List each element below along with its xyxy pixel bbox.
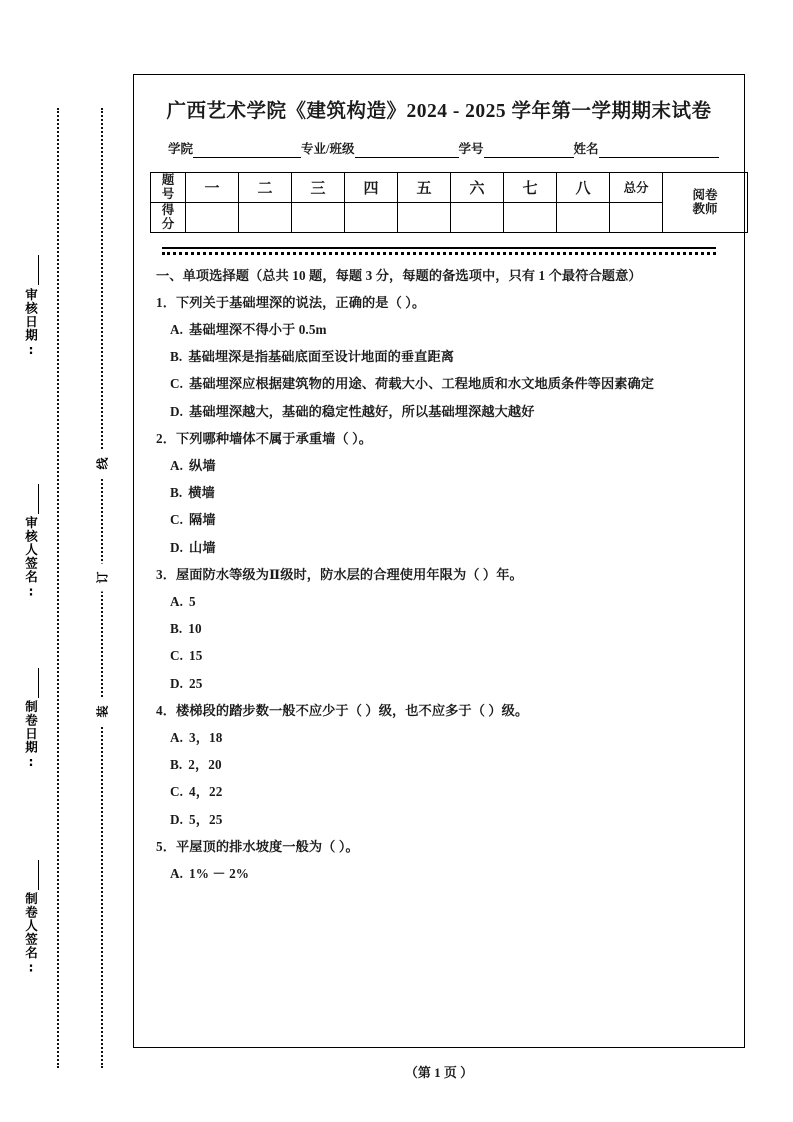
option-text: 1% － 2% <box>189 865 250 881</box>
option-text: 5 <box>189 593 196 609</box>
question-stem: 2．下列哪种墙体不属于承重墙（ ）。 <box>156 430 373 446</box>
question-option[interactable] <box>170 459 722 472</box>
row-header-question-number-line1: 题 <box>161 173 175 187</box>
row-header-question-number-line2: 号 <box>161 187 175 202</box>
question-option[interactable] <box>170 758 722 771</box>
separator-dotted <box>162 252 716 255</box>
field-student-id <box>459 139 574 158</box>
option-key: A. <box>170 865 184 881</box>
option-text: 25 <box>189 675 203 691</box>
question-option[interactable] <box>170 595 722 608</box>
field-name <box>574 139 719 158</box>
option-key: A. <box>170 593 184 609</box>
option-text: 纵墙 <box>189 457 216 473</box>
column-header-6: 六 <box>451 173 504 203</box>
option-key: A. <box>170 457 184 473</box>
option-text: 横墙 <box>188 485 215 501</box>
field-name-input[interactable] <box>599 144 719 158</box>
questions-container <box>156 269 722 881</box>
seal-char-line: 线 <box>91 450 114 478</box>
question-stem: 4．楼梯段的踏步数一般不应少于（ ）级，也不应多于（ ）级。 <box>156 702 529 718</box>
option-key: C. <box>170 512 184 528</box>
question-option[interactable] <box>170 867 722 880</box>
row-header-score-line2: 分 <box>161 217 175 232</box>
option-text: 山墙 <box>189 539 216 555</box>
table-row-scores <box>151 202 748 232</box>
option-key: B. <box>170 485 183 501</box>
option-text: 隔墙 <box>189 512 216 528</box>
score-cell-8[interactable] <box>557 202 610 232</box>
score-table <box>150 172 748 233</box>
student-info-line <box>168 139 728 158</box>
field-major-class-label: 专业/班级 <box>301 142 355 156</box>
seal-label-paper-date: 制卷日期: <box>23 700 39 770</box>
field-college <box>168 139 301 158</box>
column-header-7: 七 <box>504 173 557 203</box>
option-key: B. <box>170 349 183 365</box>
question-stem: 1．下列关于基础埋深的说法，正确的是（ ）。 <box>156 294 426 310</box>
option-text: 3，18 <box>189 729 223 745</box>
option-key: A. <box>170 321 184 337</box>
question-option[interactable] <box>170 486 722 499</box>
separator-solid <box>162 247 716 249</box>
option-key: B. <box>170 757 183 773</box>
column-header-2: 二 <box>239 173 292 203</box>
score-cell-2[interactable] <box>239 202 292 232</box>
question-option[interactable] <box>170 350 722 363</box>
question-option[interactable] <box>170 731 722 744</box>
column-header-8: 八 <box>557 173 610 203</box>
field-student-id-input[interactable] <box>484 144 574 158</box>
score-cell-5[interactable] <box>398 202 451 232</box>
grading-teacher-line2: 教师 <box>692 202 718 217</box>
question-stem: 3．屋面防水等级为Ⅱ级时，防水层的合理使用年限为（ ）年。 <box>156 566 523 582</box>
option-text: 15 <box>189 648 203 664</box>
score-cell-3[interactable] <box>292 202 345 232</box>
score-cell-1[interactable] <box>186 202 239 232</box>
section-heading: 一、单项选择题（总共 10 题，每题 3 分，每题的备选项中，只有 1 个最符合题意） <box>156 267 642 283</box>
option-key: D. <box>170 539 184 555</box>
option-text: 4，22 <box>189 784 223 800</box>
question-option[interactable] <box>170 405 722 418</box>
page-number-label: （第 1 页 ） <box>404 1065 474 1080</box>
question-option[interactable] <box>170 622 722 635</box>
seal-label-review-date: 审核日期: <box>23 288 39 358</box>
seal-label-paper-signature: 制卷人签名: <box>23 892 39 976</box>
seal-rule-2 <box>38 484 39 514</box>
seal-label-reviewer-signature: 审核人签名: <box>23 516 39 600</box>
column-header-3: 三 <box>292 173 345 203</box>
score-cell-6[interactable] <box>451 202 504 232</box>
row-header-question-number <box>151 173 186 203</box>
page-footer <box>133 1062 745 1081</box>
question-option[interactable] <box>170 541 722 554</box>
column-header-grading-teacher <box>663 173 748 233</box>
field-name-label: 姓名 <box>573 142 599 156</box>
question-stem: 5．平屋顶的排水坡度一般为（ ）。 <box>156 838 359 854</box>
option-key: A. <box>170 729 184 745</box>
question-option[interactable] <box>170 323 722 336</box>
question-option[interactable] <box>170 649 722 662</box>
seal-rule-4 <box>38 860 39 890</box>
option-key: D. <box>170 811 184 827</box>
field-college-label: 学院 <box>168 142 194 156</box>
option-key: C. <box>170 376 184 392</box>
option-text: 基础埋深是指基础底面至设计地面的垂直距离 <box>188 349 455 365</box>
option-text: 基础埋深应根据建筑物的用途、荷载大小、工程地质和水文地质条件等因素确定 <box>189 376 655 392</box>
option-text: 基础埋深越大，基础的稳定性越好，所以基础埋深越大越好 <box>189 403 535 419</box>
page-title: 广西艺术学院《建筑构造》2024 - 2025 学年第一学期期末试卷 <box>166 101 712 122</box>
field-major-class-input[interactable] <box>355 144 459 158</box>
option-key: B. <box>170 621 183 637</box>
option-text: 10 <box>188 621 202 637</box>
row-header-score <box>151 202 186 232</box>
question-option[interactable] <box>170 785 722 798</box>
question-option[interactable] <box>170 677 722 690</box>
option-text: 2，20 <box>188 757 222 773</box>
option-text: 基础埋深不得小于 0.5m <box>189 321 327 337</box>
field-student-id-label: 学号 <box>458 142 484 156</box>
row-header-score-line1: 得 <box>161 202 175 217</box>
option-text: 5，25 <box>189 811 223 827</box>
sealing-line-area <box>0 0 133 1122</box>
option-key: D. <box>170 403 184 419</box>
exam-paper-content <box>134 75 744 880</box>
field-college-input[interactable] <box>193 144 301 158</box>
table-row-question-numbers <box>151 173 748 203</box>
score-cell-7[interactable] <box>504 202 557 232</box>
option-key: C. <box>170 784 184 800</box>
column-header-5: 五 <box>398 173 451 203</box>
seal-rule-3 <box>38 668 39 698</box>
score-cell-4[interactable] <box>345 202 398 232</box>
seal-char-bind: 订 <box>91 564 114 592</box>
option-key: D. <box>170 675 184 691</box>
column-header-total: 总分 <box>610 173 663 203</box>
grading-teacher-line1: 阅卷 <box>692 187 718 202</box>
question-option[interactable] <box>170 813 722 826</box>
question-option[interactable] <box>170 377 722 390</box>
score-cell-total[interactable] <box>610 202 663 232</box>
column-header-1: 一 <box>186 173 239 203</box>
field-major-class <box>301 139 458 158</box>
column-header-4: 四 <box>345 173 398 203</box>
option-key: C. <box>170 648 184 664</box>
exam-paper-border <box>133 74 745 1048</box>
seal-dotted-line-outer <box>57 108 59 1068</box>
seal-rule-1 <box>38 255 39 285</box>
seal-char-pack: 装 <box>91 698 114 726</box>
question-option[interactable] <box>170 513 722 526</box>
